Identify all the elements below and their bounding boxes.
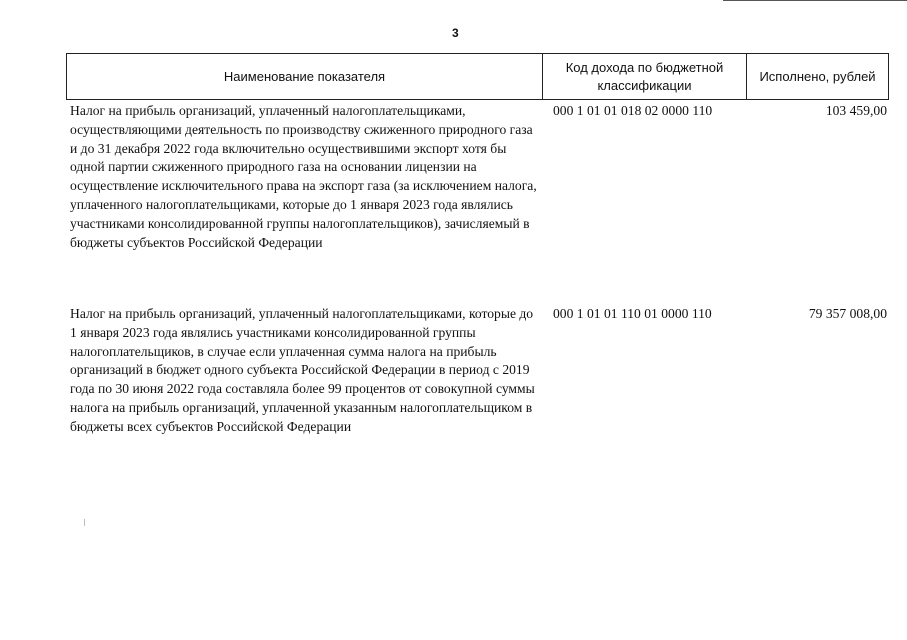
- scan-artifact-mark: [84, 519, 85, 526]
- table-header: [66, 53, 889, 100]
- row-executed-amount: 103 459,00: [825, 103, 887, 118]
- row-indicator-name: Налог на прибыль организаций, уплаченный налогоплательщиками, которые до 1 января 2023 года являлись участниками консолидированной группы налогоплательщиков, в случае если уплаченная сумма налога на прибыль организаций в бюджет одного субъекта Российской Федерации в период с 2019 года по 30 июня 2022 года составляла более 99 процентов от совокупной суммы налога на прибыль организаций, уплаченной указанным налогоплательщиком в бюджеты всех субъектов Российской Федерации: [70, 306, 535, 434]
- row-budget-code: 000 1 01 01 018 02 0000 110: [553, 103, 713, 118]
- column-header-code: Код дохода по бюджетной классификации: [543, 54, 747, 99]
- row-budget-code: 000 1 01 01 110 01 0000 110: [553, 306, 712, 321]
- row-executed-amount: 79 357 008,00: [808, 306, 887, 321]
- row-indicator-name: Налог на прибыль организаций, уплаченный налогоплательщиками, осуществляющими деятельность по производству сжиженного природного газа и до 31 декабря 2022 года включительно осуществившими экспорт хотя бы одной партии сжиженного природного газа на основании лицензии на осуществление исключительного права на экспорт газа (за исключением налога, уплаченного налогоплательщиками, которые до 1 января 2023 года являлись участниками консолидированной группы налогоплательщиков), зачисляемый в бюджеты субъектов Российской Федерации: [70, 103, 537, 250]
- column-header-name: Наименование показателя: [67, 54, 543, 99]
- scan-edge-line: [723, 0, 907, 1]
- column-header-executed: Исполнено, рублей: [759, 68, 876, 84]
- page-number: 3: [452, 26, 459, 40]
